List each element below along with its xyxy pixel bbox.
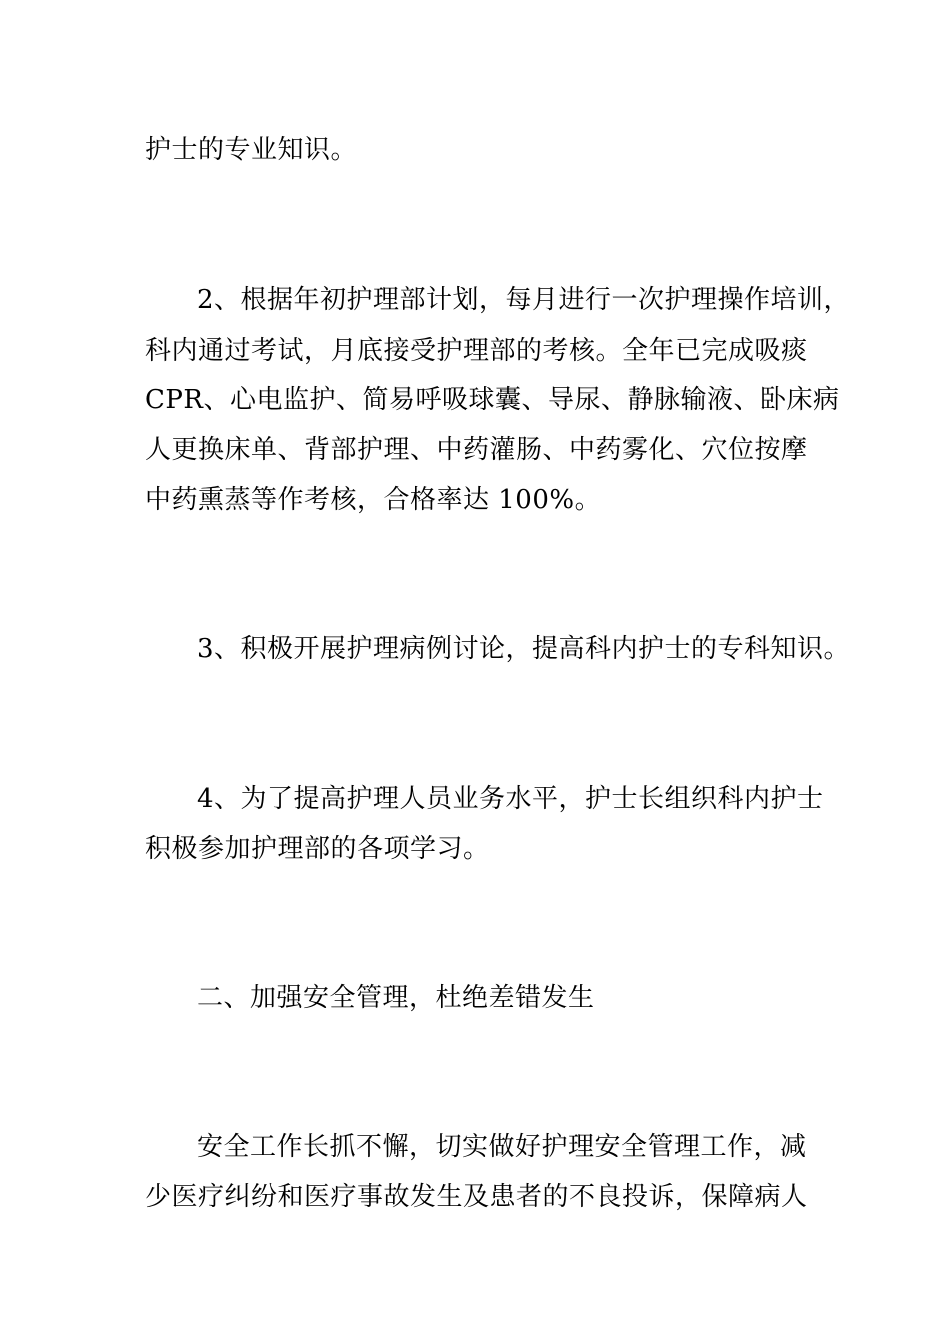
text-line: 积极参加护理部的各项学习。 xyxy=(145,834,490,864)
text-line: 4、为了提高护理人员业务水平，护士长组织科内护士 xyxy=(197,784,824,814)
section-heading: 二、加强安全管理，杜绝差错发生 xyxy=(197,983,595,1013)
text-line: 2、根据年初护理部计划，每月进行一次护理操作培训， xyxy=(197,285,851,315)
text-line: CPR、心电监护、简易呼吸球囊、导尿、静脉输液、卧床病 xyxy=(145,385,840,415)
text-line: 护士的专业知识。 xyxy=(145,135,358,165)
text-line: 人更换床单、背部护理、中药灌肠、中药雾化、穴位按摩 xyxy=(145,435,808,465)
text-line: 中药熏蒸等作考核，合格率达 100%。 xyxy=(145,485,602,515)
text-line: 3、积极开展护理病例讨论，提高科内护士的专科知识。 xyxy=(197,634,851,664)
text-line: 安全工作长抓不懈，切实做好护理安全管理工作，减 xyxy=(197,1132,807,1162)
text-line: 少医疗纠纷和医疗事故发生及患者的不良投诉，保障病人 xyxy=(145,1182,808,1212)
text-line: 科内通过考试，月底接受护理部的考核。全年已完成吸痰 xyxy=(145,336,808,366)
